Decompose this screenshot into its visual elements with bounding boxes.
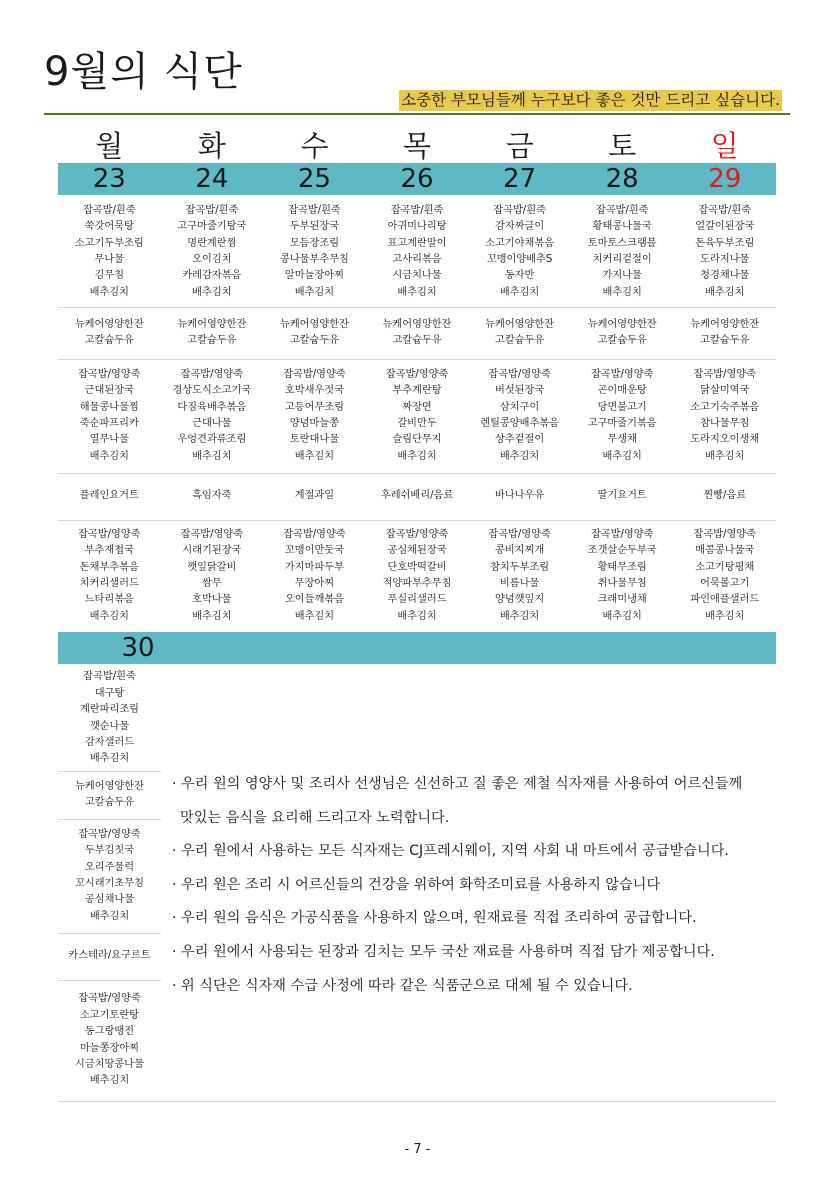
date-label: 26 [400,164,434,194]
menu-item: 렌틸콩양배추볶음 [480,418,559,429]
menu-item: 곤이매운탕 [597,385,647,397]
date-label: 25 [297,164,331,194]
menu-item: 배추김치 [89,450,129,462]
menu-item: 죽순파프리카 [79,418,139,429]
menu-item: 뉴케어영양한잔 [690,318,760,330]
menu-cell [366,359,469,473]
menu-item: 공심채나물 [84,894,135,906]
weekday-header [58,128,776,164]
menu-cell [58,197,161,307]
menu-item: 얼갈이된장국 [695,221,755,233]
menu-item: 황태콩나물국 [592,221,652,233]
menu-cell [366,473,469,520]
menu-cell [263,520,366,632]
menu-item: 감자샐러드 [84,736,135,748]
menu-cell [161,520,264,632]
menu-item: 잡곡밥/영양죽 [78,993,141,1005]
menu-item: 뉴케어영양한잔 [587,318,657,330]
menu-item: 콩나물부추무침 [280,254,349,265]
menu-item: 배추김치 [499,286,540,298]
menu-item: 양념깻잎지 [494,594,545,606]
menu-item: 배추김치 [705,286,745,298]
menu-item: 바나나우유 [494,490,545,502]
weekday-label: 목 [403,129,432,163]
weekday-label: 금 [505,129,534,163]
menu-item: 시금치나물 [392,270,442,282]
menu-item: 크래미냉채 [597,594,647,606]
menu-item: 동그랑땡전 [84,1026,135,1038]
menu-item: 잡곡밥/영양죽 [488,528,551,540]
note-line: · 위 식단은 식자재 수급 사정에 따라 같은 식품군으로 대체 될 수 있습니다. [172,977,633,994]
menu-item: 부추계란탕 [392,385,442,397]
menu-item: 갈비만두 [397,418,437,429]
menu-item: 오이들깨볶음 [284,594,344,606]
menu-item: 해물콩나물찜 [79,401,139,413]
menu-item: 계절과일 [294,490,335,502]
menu-item: 공심채된장국 [387,545,447,557]
menu-item: 배추김치 [192,610,232,622]
menu-item: 고칼슘두유 [700,335,750,346]
menu-item: 삼치구이 [499,401,540,413]
note-line: · 우리 원의 음식은 가공식품을 사용하지 않으며, 원재료를 직접 조리하여 공급합니다. [172,910,697,927]
menu-item: 슬림단무지 [392,434,442,446]
menu-item: 배추김치 [397,450,437,462]
menu-item: 깻순나물 [89,720,130,732]
menu-item: 깻잎닭갈비 [187,561,237,573]
menu-item: 김무침 [94,270,125,282]
menu-item: 뉴케어영양한잔 [382,318,452,330]
menu-item: 경상도식소고기국 [172,385,252,397]
day30-snack-am [58,771,161,820]
menu-item: 취나물무침 [597,578,647,589]
menu-item: 뉴케어영양한잔 [485,318,555,330]
menu-item: 배추김치 [499,450,540,462]
menu-item: 배추김치 [705,610,745,622]
menu-item: 쑥갓어묵탕 [84,221,134,233]
menu-item: 잡곡밥/흰죽 [185,204,239,216]
note-line: · 우리 원은 조리 시 어르신들의 건강을 위하여 화학조미료를 사용하지 않습니다 [172,876,661,893]
menu-cell [161,359,264,473]
menu-item: 소고기토란탕 [79,1009,140,1021]
menu-item: 꼬맹이만둣국 [284,545,344,557]
menu-item: 청경채나물 [700,270,750,282]
menu-item: 잡곡밥/영양죽 [180,528,244,540]
menu-row-dinner [58,520,776,633]
menu-item: 치커리겉절이 [592,254,652,265]
menu-row-snack-am [58,307,776,360]
menu-item: 뉴케어영양한잔 [280,318,349,330]
menu-item: 카스테라/요구르트 [68,950,151,962]
subtitle-bar [44,90,790,115]
menu-item: 열무나물 [89,434,129,446]
menu-item: 뉴케어영양한잔 [75,780,144,792]
date-label: 29 [708,164,742,194]
menu-item: 고구마줄기볶음 [587,418,657,429]
menu-item: 양념마늘쫑 [289,418,340,429]
menu-cell [571,520,674,632]
menu-cell [571,473,674,520]
menu-row-breakfast [58,197,776,308]
menu-item: 소고기탕평채 [695,561,755,573]
subtitle: 소중한 부모님들께 누구보다 좋은 것만 드리고 싶습니다. [401,91,780,109]
menu-item: 배추김치 [294,450,335,462]
menu-item: 계란파리조림 [79,704,140,716]
day30-dinner [58,980,161,1101]
menu-cell [366,197,469,307]
menu-cell [263,359,366,473]
menu-item: 황태무조림 [597,561,647,573]
menu-item: 아귀미나리탕 [387,221,447,233]
note-line: · 우리 원에서 사용되는 된장과 김치는 모두 국산 재료를 사용하며 직접 담가 제공합니다. [172,943,715,960]
menu-item: 모듬장조림 [289,237,340,249]
menu-item: 표고계란말이 [387,237,447,249]
menu-item: 오리주물럭 [84,861,135,873]
menu-item: 가지나물 [602,270,642,282]
day30-breakfast [58,666,161,772]
menu-item: 마늘쫑장아찌 [79,1042,140,1054]
menu-cell [263,307,366,359]
page-title: 9월의 식단 [44,49,243,95]
menu-item: 잡곡밥/영양죽 [78,528,141,540]
note-line: 맛있는 음식을 요리해 드리고자 노력합니다. [180,809,450,826]
menu-item: 잡곡밥/흰죽 [595,204,649,216]
menu-item: 토마토스크램블 [587,237,657,249]
menu-cell [58,307,161,359]
day30-lunch [58,819,161,934]
menu-item: 매콤콩나물국 [695,545,755,557]
menu-item: 콩비지찌개 [494,545,545,557]
menu-item: 가지마파두부 [284,561,344,573]
menu-item: 꼬시래기초무침 [75,878,144,889]
menu-cell [571,307,674,359]
menu-item: 무장아찌 [294,578,335,589]
weekday-label: 수 [300,129,329,163]
menu-item: 시금치땅콩나물 [75,1058,144,1070]
date-label: 27 [503,164,537,194]
menu-cell [161,473,264,520]
date-label: 23 [92,164,126,194]
menu-item: 잡곡밥/영양죽 [78,828,141,840]
menu-item: 잡곡밥/영양죽 [693,368,756,380]
menu-cell [468,197,571,307]
menu-item: 무나물 [94,254,125,265]
menu-item: 잡곡밥/흰죽 [698,204,752,216]
menu-item: 잡곡밥/흰죽 [82,204,136,216]
menu-item: 참치두부조림 [490,561,550,573]
menu-cell [366,307,469,359]
menu-cell [673,359,776,473]
menu-item: 고구마줄기탕국 [177,221,247,233]
note-line: · 우리 원의 영양사 및 조리사 선생님은 신선하고 질 좋은 제철 식자재를 사용하여 어르신들께 [172,776,743,792]
menu-cell [673,307,776,359]
menu-item: 짜장면 [402,401,432,413]
menu-item: 고칼슘두유 [392,335,442,346]
menu-item: 고사리볶음 [392,254,442,265]
menu-item: 잡곡밥/영양죽 [385,528,449,540]
menu-item: 무생채 [607,434,637,446]
menu-item: 고칼슘두유 [187,335,237,346]
menu-row-snack-pm [58,473,776,521]
menu-item: 상추겉절이 [494,434,545,446]
menu-item: 우엉견과류조림 [177,434,247,446]
menu-item: 근대나물 [192,418,232,429]
menu-cell [161,307,264,359]
menu-cell [571,359,674,473]
menu-item: 도라지오이생채 [690,434,760,446]
weekday-label: 일 [710,129,739,163]
date-band [58,163,776,195]
menu-cell [673,197,776,307]
menu-item: 잡곡밥/흰죽 [390,204,444,216]
menu-item: 감자짜글이 [494,221,545,233]
menu-item: 호박나물 [192,594,232,606]
menu-item: 딸기요거트 [597,490,647,502]
menu-item: 시래기된장국 [182,545,242,557]
menu-item: 후레쉬베리/음료 [380,490,454,502]
menu-item: 동자반 [504,270,535,282]
menu-item: 고등어무조림 [284,401,344,413]
menu-item: 버섯된장국 [494,385,545,397]
menu-item: 근대된장국 [84,385,134,397]
menu-item: 느타리볶음 [84,594,134,606]
menu-item: 배추김치 [294,610,335,622]
menu-cell [673,520,776,632]
menu-item: 배추김치 [89,1075,130,1087]
menu-item: 토란대나물 [289,434,340,446]
menu-item: 단호박떡갈비 [387,561,447,573]
menu-item: 배추김치 [89,910,130,922]
menu-cell [263,197,366,307]
menu-item: 참나물무침 [700,418,750,429]
menu-item: 배추김치 [499,610,540,622]
bottom-divider [58,1101,776,1102]
menu-item: 잡곡밥/영양죽 [283,368,346,380]
menu-item: 다짐육배추볶음 [177,401,247,413]
menu-item: 배추김치 [192,450,232,462]
menu-item: 돈육두부조림 [695,237,755,249]
menu-row-lunch [58,359,776,474]
menu-item: 치커리샐러드 [79,578,139,589]
weekday-label: 월 [95,129,124,163]
menu-item: 오이김치 [192,254,232,265]
date-label: 28 [605,164,639,194]
menu-item: 적양파부추무침 [382,578,452,589]
menu-item: 배추김치 [705,450,745,462]
weekday-label: 화 [197,129,226,163]
menu-item: 비름나물 [499,578,540,589]
menu-item: 파인애플샐러드 [690,594,760,606]
menu-item: 어묵볼고기 [700,578,750,589]
menu-cell [468,520,571,632]
menu-cell [468,359,571,473]
menu-item: 뉴케어영양한잔 [74,318,144,330]
menu-item: 꼬맹이양배추S [486,254,553,265]
menu-item: 잡곡밥/흰죽 [83,671,136,683]
menu-item: 닭살미역국 [700,385,750,397]
menu-item: 뉴케어영양한잔 [177,318,247,330]
date-label: 24 [195,164,229,194]
menu-item: 부추재첩국 [84,545,134,557]
page-number: - 7 - [404,1142,431,1157]
menu-item: 잡곡밥/영양죽 [180,368,244,380]
menu-cell [571,197,674,307]
menu-cell [58,520,161,632]
menu-item: 잡곡밥/영양죽 [488,368,551,380]
menu-item: 대구탕 [94,687,125,699]
menu-item: 명란계란찜 [187,237,237,249]
menu-cell [58,473,161,520]
note-line: · 우리 원에서 사용하는 모든 식자재는 CJ프레시웨이, 지역 사회 내 마트에서 공급받습니다. [172,843,729,860]
menu-item: 조갯살순두부국 [587,545,657,557]
menu-item: 배추김치 [397,286,437,298]
menu-item: 카레감자볶음 [182,270,242,282]
menu-item: 찐빵/음료 [703,490,747,502]
menu-item: 고칼슘두유 [289,335,340,346]
menu-cell [263,473,366,520]
menu-item: 고칼슘두유 [84,335,134,346]
menu-item: 배추김치 [397,610,437,622]
menu-item: 잡곡밥/영양죽 [283,528,346,540]
date-30: 30 [121,633,155,663]
menu-item: 호박새우젓국 [284,385,344,397]
menu-item: 플레인요거트 [79,490,139,502]
menu-item: 두부된장국 [289,221,340,233]
menu-item: 푸실리샐러드 [387,594,447,606]
menu-item: 잡곡밥/흰죽 [493,204,546,216]
day30-snack-pm [58,933,161,981]
menu-item: 소고기두부조림 [74,237,144,249]
menu-item: 배추김치 [89,610,129,622]
menu-item: 잡곡밥/영양죽 [590,528,654,540]
menu-item: 흑임자죽 [192,490,232,502]
menu-item: 배추김치 [192,286,232,298]
date-band-30 [58,632,776,664]
menu-item: 잡곡밥/영양죽 [78,368,141,380]
menu-item: 배추김치 [602,610,642,622]
weekday-label: 토 [608,129,637,163]
menu-item: 쌈무 [202,578,222,589]
menu-cell [673,473,776,520]
menu-item: 두부김칫국 [84,845,135,857]
menu-item: 잡곡밥/영양죽 [693,528,756,540]
menu-cell [161,197,264,307]
menu-item: 소고기야채볶음 [485,237,555,249]
menu-cell [366,520,469,632]
menu-item: 배추김치 [294,286,335,298]
menu-item: 배추김치 [89,753,130,765]
menu-item: 도라지나물 [700,254,750,265]
menu-cell [468,307,571,359]
menu-item: 배추김치 [602,450,642,462]
menu-item: 잡곡밥/영양죽 [385,368,449,380]
notes-block [172,768,776,1003]
menu-item: 고칼슘두유 [84,797,135,808]
menu-item: 소고기숙주볶음 [690,401,760,413]
menu-cell [58,359,161,473]
menu-item: 잡곡밥/영양죽 [590,368,654,380]
menu-item: 잡곡밥/흰죽 [288,204,341,216]
menu-item: 돈채부추볶음 [79,561,139,573]
menu-cell [468,473,571,520]
menu-item: 배추김치 [89,286,129,298]
menu-item: 당면불고기 [597,401,647,413]
menu-item: 고칼슘두유 [597,335,647,346]
menu-item: 고칼슘두유 [494,335,545,346]
menu-item: 알마늘장아찌 [284,270,344,282]
menu-item: 배추김치 [602,286,642,298]
